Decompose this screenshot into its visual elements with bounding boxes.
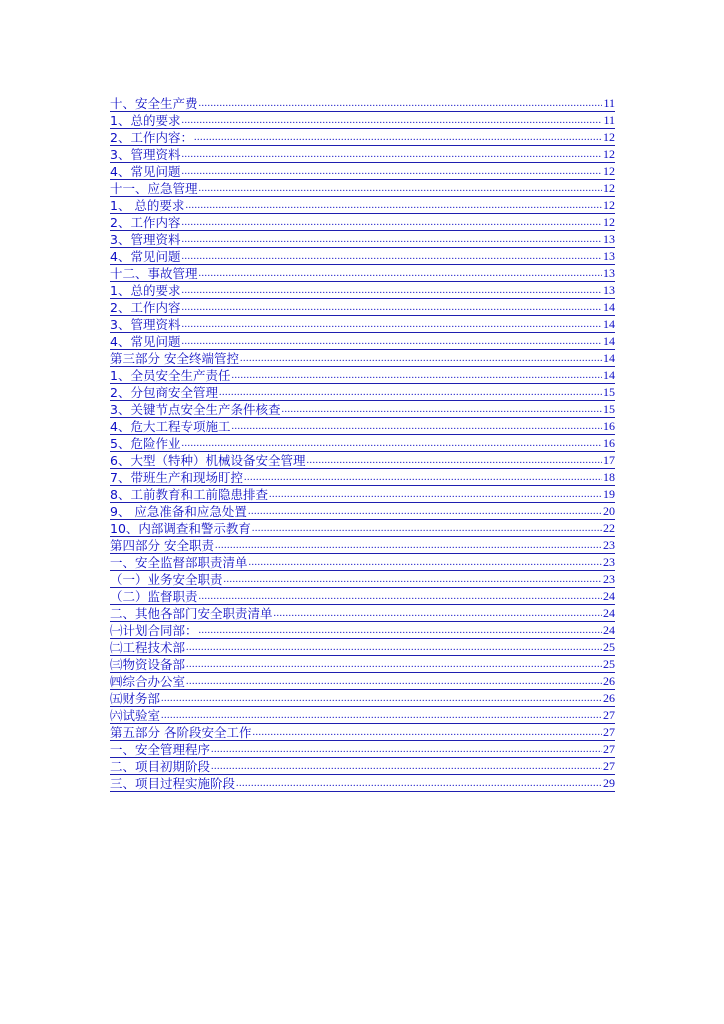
toc-page-number: 15 — [603, 402, 615, 416]
toc-entry-link[interactable] — [110, 418, 615, 435]
toc-entry-title: （二）监督职责 — [110, 589, 198, 604]
toc-dot-leader — [181, 317, 602, 332]
toc-entry-link[interactable] — [110, 214, 615, 231]
toc-dot-leader — [181, 283, 602, 298]
toc-page-number: 13 — [603, 283, 615, 297]
toc-entry-link[interactable] — [110, 707, 615, 724]
toc-entry-title: ㈥试验室 — [110, 708, 161, 723]
toc-page-number: 16 — [603, 436, 615, 450]
toc-page-number: 24 — [603, 606, 615, 620]
toc-entry-title: 3、管理资料 — [110, 317, 181, 332]
toc-entry-link[interactable] — [110, 537, 615, 554]
toc-entry-title: 9、 应急准备和应急处置 — [110, 504, 247, 519]
toc-entry-link[interactable] — [110, 554, 615, 571]
toc-dot-leader — [281, 402, 602, 417]
toc-entry-link[interactable] — [110, 401, 615, 418]
toc-entry-title: 8、工前教育和工前隐患排查 — [110, 487, 268, 502]
toc-dot-leader — [248, 504, 602, 519]
toc-dot-leader — [199, 266, 602, 281]
toc-entry-link[interactable] — [110, 503, 615, 520]
toc-dot-leader — [186, 674, 602, 689]
toc-page-number: 19 — [603, 487, 615, 501]
toc-dot-leader — [181, 147, 602, 162]
toc-dot-leader — [181, 232, 602, 247]
toc-dot-leader — [215, 538, 602, 553]
toc-entry-title: 7、带班生产和现场盯控 — [110, 470, 243, 485]
toc-page-number: 14 — [603, 368, 615, 382]
toc-entry-link[interactable] — [110, 605, 615, 622]
toc-entry-title: ㈡工程技术部 — [110, 640, 186, 655]
toc-entry-link[interactable] — [110, 452, 615, 469]
toc-page-number: 14 — [603, 334, 615, 348]
toc-page-number: 14 — [603, 317, 615, 331]
toc-dot-leader — [306, 453, 602, 468]
toc-entry-link[interactable] — [110, 112, 615, 129]
toc-dot-leader — [186, 657, 602, 672]
toc-dot-leader — [269, 487, 602, 502]
toc-dot-leader — [211, 759, 602, 774]
toc-entry-title: 1、全员安全生产责任 — [110, 368, 231, 383]
toc-dot-leader — [199, 623, 602, 638]
toc-entry-title: 第四部分 安全职责 — [110, 538, 214, 553]
toc-entry-title: ㈠计划合同部： — [110, 623, 198, 638]
toc-page-number: 26 — [603, 674, 615, 688]
toc-entry-title: 1、总的要求 — [110, 283, 181, 298]
toc-page-number: 24 — [603, 589, 615, 603]
toc-entry-link[interactable] — [110, 622, 615, 639]
toc-entry-link[interactable] — [110, 469, 615, 486]
toc-dot-leader — [181, 164, 602, 179]
toc-page-number: 14 — [603, 300, 615, 314]
toc-entry-link[interactable] — [110, 758, 615, 775]
toc-page-number: 27 — [603, 742, 615, 756]
toc-entry-title: 二、其他各部门安全职责清单 — [110, 606, 273, 621]
toc-entry-link[interactable] — [110, 673, 615, 690]
toc-page-number: 12 — [603, 215, 615, 229]
toc-page-number: 25 — [603, 640, 615, 654]
toc-entry-link[interactable] — [110, 435, 615, 452]
toc-entry-title: 10、内部调查和警示教育 — [110, 521, 251, 536]
toc-entry-title: 4、常见问题 — [110, 249, 181, 264]
toc-entry-link[interactable] — [110, 741, 615, 758]
toc-entry-title: ㈢物资设备部 — [110, 657, 186, 672]
toc-entry-title: 2、工作内容： — [110, 130, 193, 145]
toc-page-number: 17 — [603, 453, 615, 467]
toc-page-number: 12 — [603, 147, 615, 161]
toc-page-number: 13 — [603, 249, 615, 263]
toc-entry-title: ㈣综合办公室 — [110, 674, 186, 689]
toc-page-number: 23 — [603, 538, 615, 552]
toc-entry-title: 4、常见问题 — [110, 334, 181, 349]
toc-page-number: 29 — [603, 776, 615, 790]
toc-entry-link[interactable] — [110, 520, 615, 537]
toc-page-number: 22 — [603, 521, 615, 535]
toc-page-number: 11 — [603, 113, 615, 127]
toc-entry-title: 4、常见问题 — [110, 164, 181, 179]
toc-entry-link[interactable] — [110, 350, 615, 367]
toc-page-number: 27 — [603, 708, 615, 722]
toc-entry-title: 2、工作内容 — [110, 215, 181, 230]
toc-entry-link[interactable] — [110, 316, 615, 333]
toc-entry-title: 十二、事故管理 — [110, 266, 198, 281]
toc-dot-leader — [244, 470, 602, 485]
toc-entry-link[interactable] — [110, 95, 615, 112]
toc-entry-title: （一）业务安全职责 — [110, 572, 223, 587]
toc-dot-leader — [252, 521, 602, 536]
toc-entry-link[interactable] — [110, 656, 615, 673]
toc-page-number: 26 — [603, 691, 615, 705]
toc-entry-title: 5、危险作业 — [110, 436, 181, 451]
toc-entry-title: ㈤财务部 — [110, 691, 161, 706]
toc-dot-leader — [224, 572, 602, 587]
toc-dot-leader — [211, 742, 602, 757]
toc-page-number: 20 — [603, 504, 615, 518]
toc-page-number: 24 — [603, 623, 615, 637]
toc-entry-link[interactable] — [110, 486, 615, 503]
toc-page-number: 15 — [603, 385, 615, 399]
toc-entry-title: 三、项目过程实施阶段 — [110, 776, 236, 791]
toc-entry-title: 6、大型（特种）机械设备安全管理 — [110, 453, 306, 468]
toc-dot-leader — [181, 300, 602, 315]
toc-entry-link[interactable] — [110, 333, 615, 350]
toc-dot-leader — [186, 640, 602, 655]
toc-entry-title: 十一、应急管理 — [110, 181, 198, 196]
toc-entry-link[interactable] — [110, 690, 615, 707]
toc-entry-title: 3、关键节点安全生产条件核查 — [110, 402, 281, 417]
toc-dot-leader — [231, 368, 602, 383]
toc-page-number: 11 — [603, 96, 615, 110]
toc-entry-title: 一、安全管理程序 — [110, 742, 211, 757]
toc-dot-leader — [252, 725, 602, 740]
toc-page-number: 25 — [603, 657, 615, 671]
toc-entry-title: 第三部分 安全终端管控 — [110, 351, 239, 366]
toc-dot-leader — [231, 419, 602, 434]
toc-dot-leader — [161, 691, 602, 706]
toc-entry-title: 2、分包商安全管理 — [110, 385, 218, 400]
toc-page-number: 12 — [603, 164, 615, 178]
toc-dot-leader — [194, 130, 602, 145]
toc-entry-title: 1、总的要求 — [110, 113, 181, 128]
toc-entry-link[interactable] — [110, 724, 615, 741]
toc-page-number: 12 — [603, 130, 615, 144]
toc-entry-title: 2、工作内容 — [110, 300, 181, 315]
toc-entry-title: 二、项目初期阶段 — [110, 759, 211, 774]
toc-page-number: 23 — [603, 572, 615, 586]
toc-entry-title: 十、安全生产费 — [110, 96, 198, 111]
toc-page-number: 12 — [603, 198, 615, 212]
toc-entry-link[interactable] — [110, 231, 615, 248]
toc-dot-leader — [181, 113, 602, 128]
toc-entry-title: 第五部分 各阶段安全工作 — [110, 725, 252, 740]
toc-page-number: 13 — [603, 232, 615, 246]
toc-entry-link[interactable] — [110, 180, 615, 197]
toc-dot-leader — [199, 96, 603, 111]
toc-entry-link[interactable] — [110, 129, 615, 146]
toc-entry-link[interactable] — [110, 384, 615, 401]
table-of-contents — [110, 95, 615, 792]
toc-dot-leader — [181, 334, 602, 349]
toc-page-number: 13 — [603, 266, 615, 280]
toc-page-number: 16 — [603, 419, 615, 433]
toc-page-number: 18 — [603, 470, 615, 484]
toc-entry-link[interactable] — [110, 248, 615, 265]
toc-dot-leader — [199, 589, 602, 604]
toc-dot-leader — [274, 606, 602, 621]
toc-page-number: 27 — [603, 725, 615, 739]
toc-page-number: 23 — [603, 555, 615, 569]
toc-dot-leader — [236, 776, 602, 791]
toc-entry-title: 4、危大工程专项施工 — [110, 419, 231, 434]
toc-entry-link[interactable] — [110, 588, 615, 605]
toc-entry-link[interactable] — [110, 197, 615, 214]
toc-dot-leader — [185, 198, 602, 213]
toc-entry-link[interactable] — [110, 775, 615, 792]
toc-dot-leader — [199, 181, 602, 196]
toc-dot-leader — [249, 555, 602, 570]
toc-entry-title: 3、管理资料 — [110, 147, 181, 162]
toc-entry-link[interactable] — [110, 265, 615, 282]
toc-dot-leader — [181, 215, 602, 230]
toc-dot-leader — [219, 385, 602, 400]
toc-dot-leader — [181, 436, 602, 451]
toc-entry-link[interactable] — [110, 282, 615, 299]
toc-entry-link[interactable] — [110, 146, 615, 163]
toc-page-number: 14 — [603, 351, 615, 365]
toc-entry-link[interactable] — [110, 367, 615, 384]
toc-page-number: 27 — [603, 759, 615, 773]
toc-dot-leader — [240, 351, 602, 366]
toc-entry-link[interactable] — [110, 163, 615, 180]
toc-page-number: 12 — [603, 181, 615, 195]
toc-entry-link[interactable] — [110, 639, 615, 656]
toc-entry-title: 3、管理资料 — [110, 232, 181, 247]
toc-entry-link[interactable] — [110, 299, 615, 316]
toc-dot-leader — [161, 708, 602, 723]
toc-entry-title: 1、 总的要求 — [110, 198, 185, 213]
toc-entry-title: 一、安全监督部职责清单 — [110, 555, 248, 570]
toc-entry-link[interactable] — [110, 571, 615, 588]
toc-dot-leader — [181, 249, 602, 264]
